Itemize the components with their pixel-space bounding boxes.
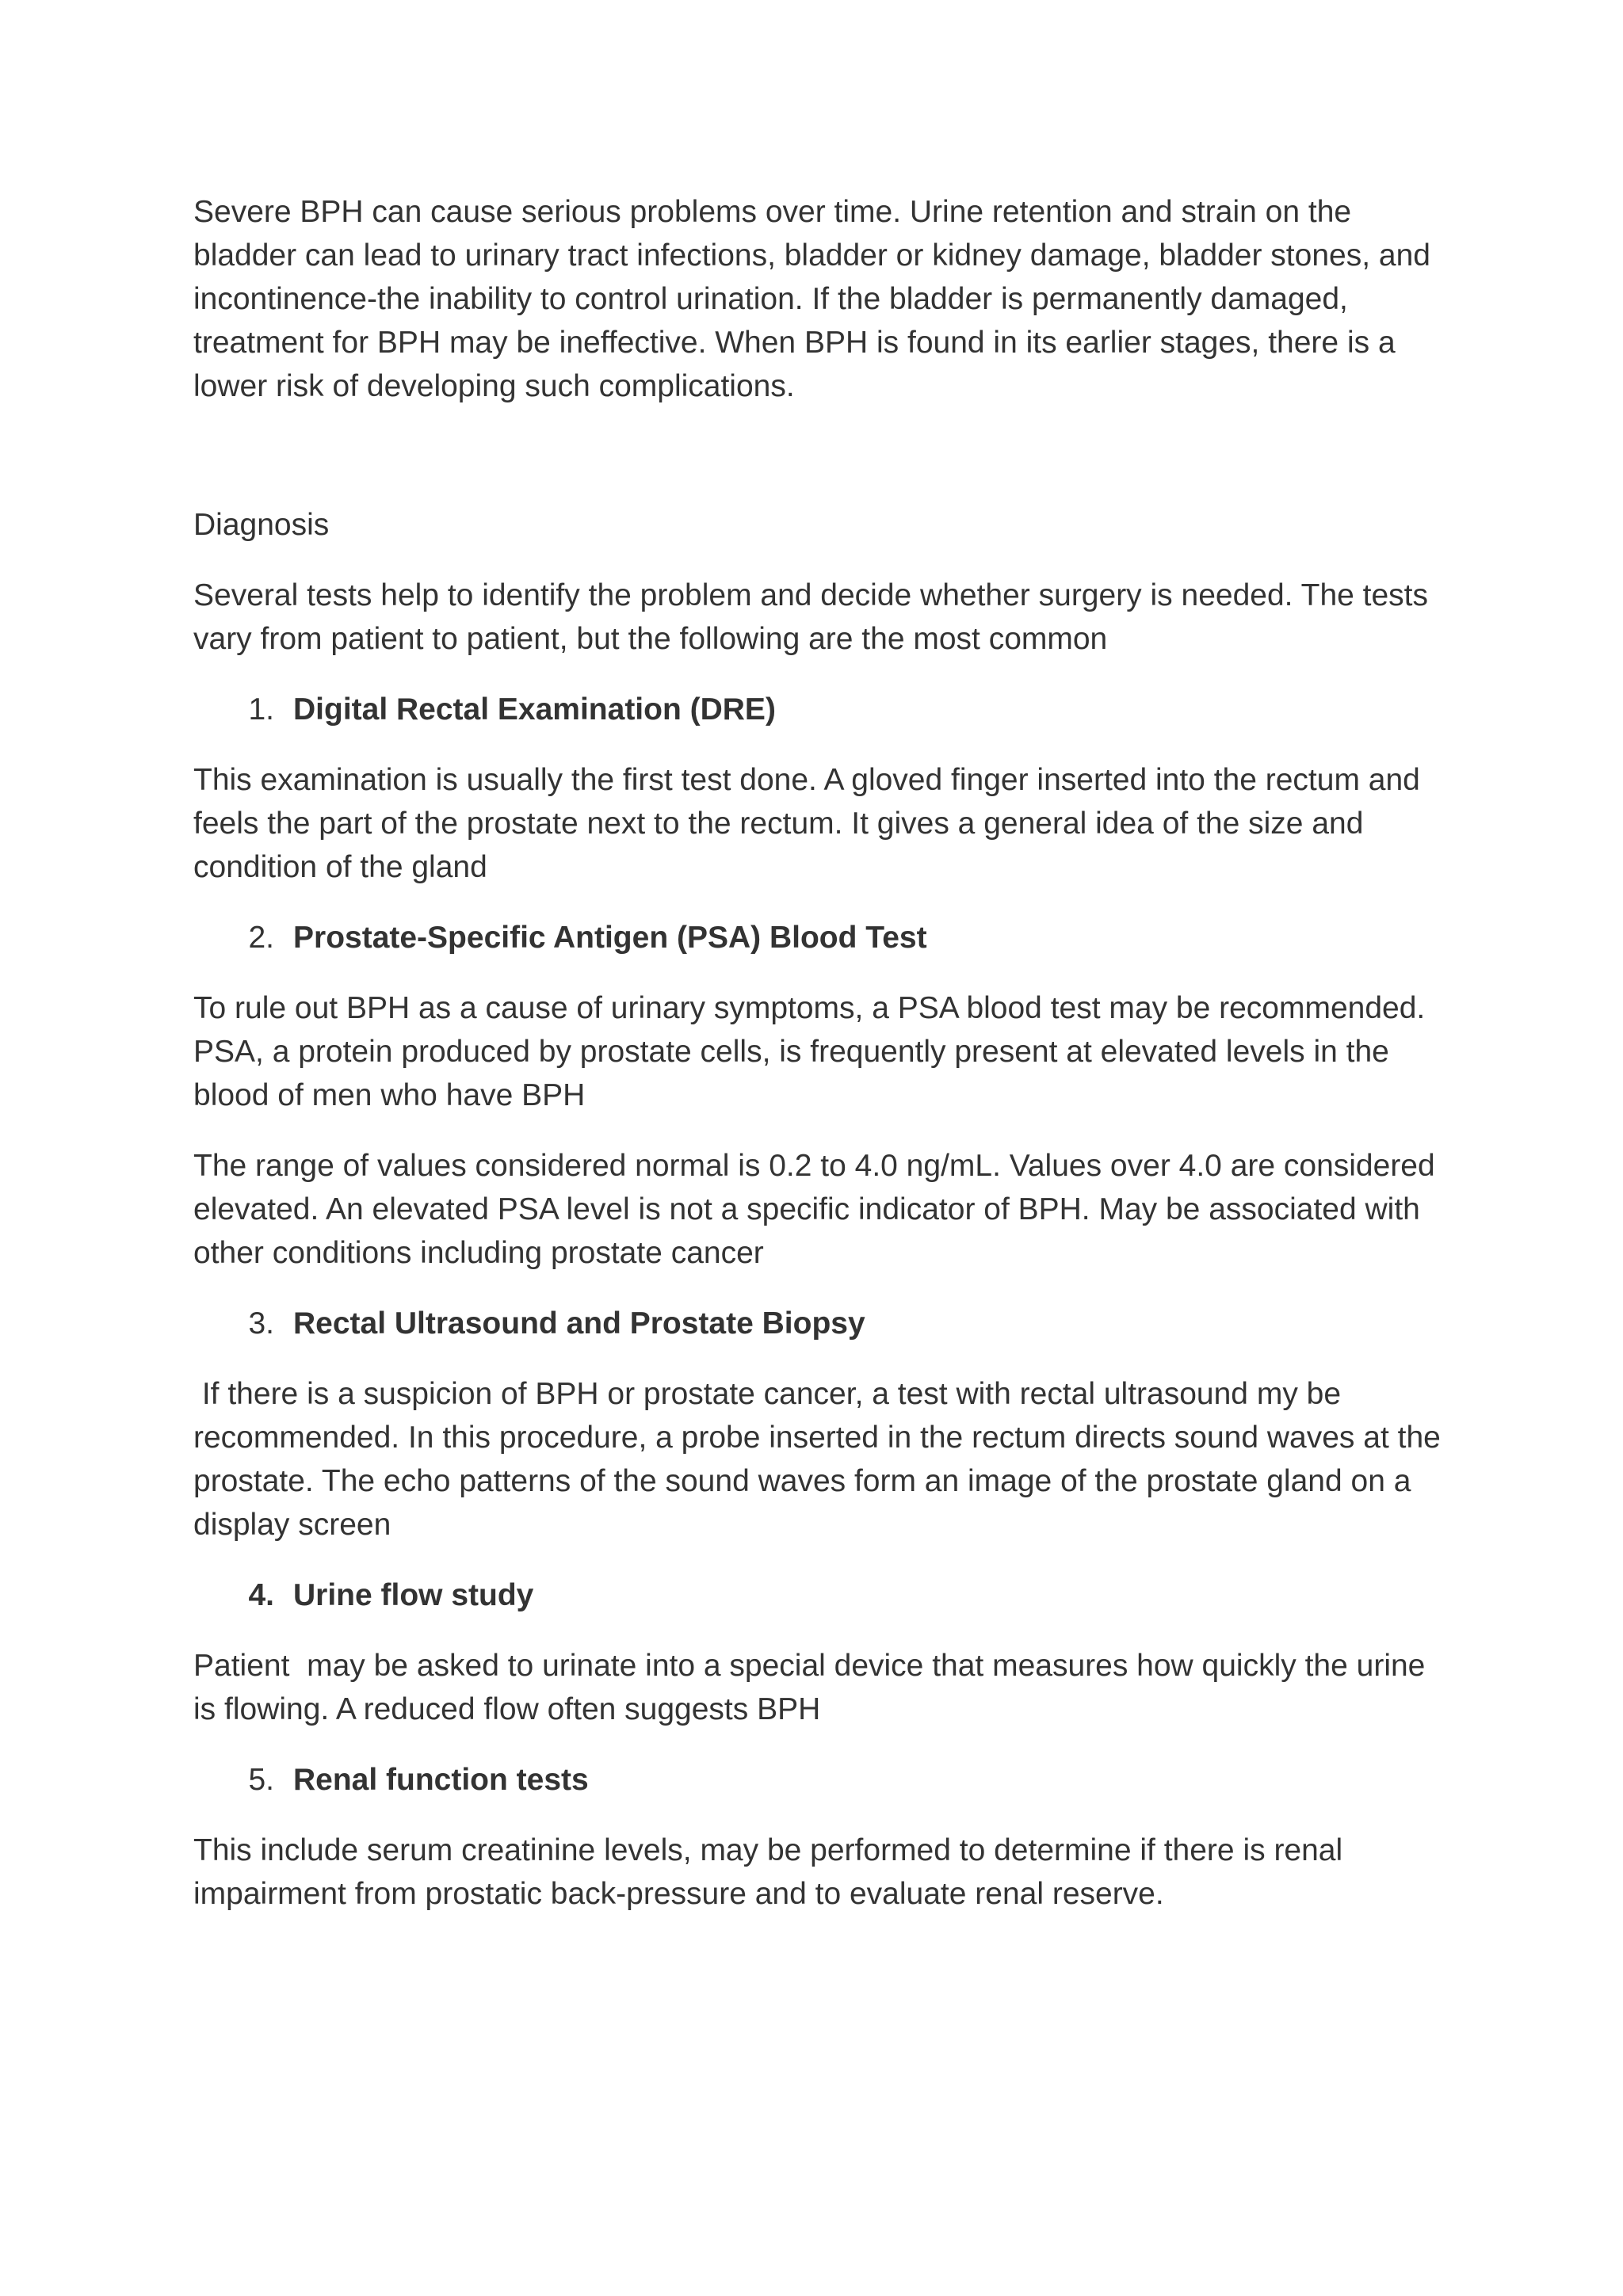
- list-number: 5.: [248, 1763, 274, 1797]
- list-title: Prostate-Specific Antigen (PSA) Blood Test: [293, 921, 927, 955]
- list-title: Rectal Ultrasound and Prostate Biopsy: [293, 1306, 865, 1341]
- list-item: [193, 1758, 1445, 1802]
- item-paragraph: If there is a suspicion of BPH or prostate cancer, a test with rectal ultrasound my be recommended. In this procedure, a probe inserted in the rectum directs sound waves at the prostate. The echo patterns of the sound waves form an image of the prostate gland on a display screen: [193, 1377, 1449, 1542]
- list-item: [193, 916, 1445, 959]
- list-item: [193, 1573, 1445, 1617]
- item-paragraph: This examination is usually the first test done. A gloved finger inserted into the rectum and feels the part of the prostate next to the rectum. It gives a general idea of the size and condition of the gland: [193, 763, 1420, 884]
- list-number: 2.: [248, 921, 274, 955]
- intro-paragraph: Severe BPH can cause serious problems over time. Urine retention and strain on the bladder can lead to urinary tract infections, bladder or kidney damage, bladder stones, and incontinence-the inability to control urination. If the bladder is permanently damaged, treatment for BPH may be ineffective. When BPH is found in its earlier stages, there is a lower risk of developing such complications.: [193, 195, 1430, 403]
- list-number: 4.: [248, 1578, 274, 1612]
- list-title: Digital Rectal Examination (DRE): [293, 692, 776, 727]
- list-number: 3.: [248, 1306, 274, 1341]
- list-number: 1.: [248, 692, 274, 727]
- item-paragraph: The range of values considered normal is 0.2 to 4.0 ng/mL. Values over 4.0 are considered elevated. An elevated PSA level is not a specific indicator of BPH. May be associated with other conditions including prostate cancer: [193, 1149, 1435, 1270]
- list-item: [193, 688, 1445, 731]
- list-title: Urine flow study: [293, 1578, 534, 1612]
- section-heading: Diagnosis: [193, 508, 330, 542]
- list-title: Renal function tests: [293, 1763, 589, 1797]
- document-content: [193, 190, 1449, 1943]
- list-item: [193, 1302, 1445, 1345]
- item-paragraph: This include serum creatinine levels, may be performed to determine if there is renal impairment from prostatic back-pressure and to evaluate renal reserve.: [193, 1833, 1343, 1911]
- section-intro: Several tests help to identify the problem and decide whether surgery is needed. The tests vary from patient to patient, but the following are the most common: [193, 578, 1429, 656]
- item-paragraph: To rule out BPH as a cause of urinary symptoms, a PSA blood test may be recommended. PSA, a protein produced by prostate cells, is frequently present at elevated levels in the blood of men who have BPH: [193, 991, 1426, 1112]
- item-paragraph: Patient may be asked to urinate into a special device that measures how quickly the urine is flowing. A reduced flow often suggests BPH: [193, 1649, 1434, 1726]
